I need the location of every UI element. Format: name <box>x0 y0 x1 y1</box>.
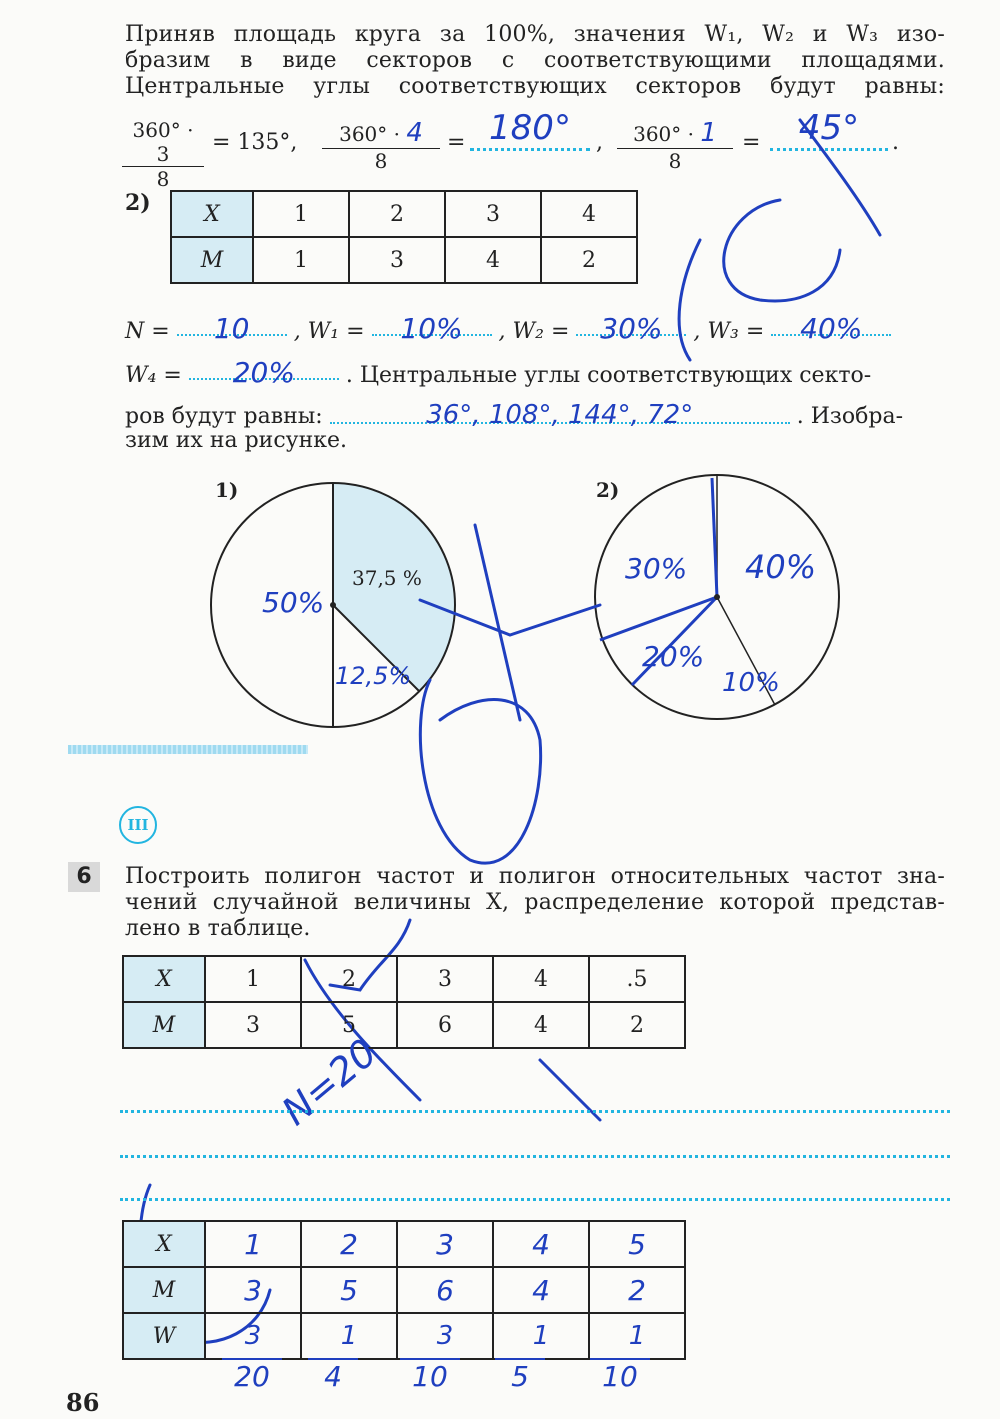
hw-cell: 5 <box>301 1267 397 1313</box>
task-line: чений случайной величины X, распределение которой представ- <box>125 890 945 915</box>
table-cell: 3 <box>397 956 493 1002</box>
hw-cell: 6 <box>397 1267 493 1313</box>
hw-cell: 4 <box>493 1267 589 1313</box>
pie-center <box>714 594 720 600</box>
table-header-cell: X <box>171 191 253 237</box>
equals-sign: = <box>742 130 761 155</box>
answers-text: зим их на рисунке. <box>125 428 348 453</box>
table-cell: 6 <box>397 1002 493 1048</box>
table-header-cell: W <box>123 1313 205 1359</box>
sub-item-label: 2) <box>125 190 151 216</box>
table-cell: 3 <box>349 237 445 283</box>
hw-denominator: 20 <box>222 1358 282 1393</box>
table-cell: 1 <box>205 956 301 1002</box>
hw-pie-2-label: 20% <box>642 640 705 673</box>
table-cell: 2 <box>349 191 445 237</box>
w1-label: , W₁ = <box>293 319 365 344</box>
hw-cell: 4 <box>493 1221 589 1267</box>
hw-cell: 3 <box>205 1313 301 1359</box>
table-6 <box>122 955 686 1049</box>
hw-pie-2-label: 10% <box>722 668 780 698</box>
pie-1-sector-label: 37,5 % <box>352 566 422 590</box>
w3-label: , W₃ = <box>693 319 765 344</box>
fraction-1-result: = 135°, <box>212 130 298 155</box>
hw-radius <box>600 597 717 640</box>
hw-cell: 1 <box>205 1221 301 1267</box>
table-row <box>123 956 685 1002</box>
fraction-2: $\frac{360^\circ \cdot 4}{8}$ <box>322 118 440 173</box>
hw-cell: 1 <box>589 1313 685 1359</box>
hw-denominator: 4 <box>308 1358 358 1393</box>
intro-line: Центральные углы соответствующих секторов будут равны: <box>125 74 945 99</box>
hw-cell: 3 <box>397 1221 493 1267</box>
handwritten-numerator: 1 <box>700 118 717 148</box>
handwritten-scribbles <box>140 120 880 1343</box>
pie-center <box>330 602 336 608</box>
hw-n-total: N=20 <box>273 1030 386 1134</box>
w2-label: , W₂ = <box>498 319 570 344</box>
hw-cell: 3 <box>397 1313 493 1359</box>
hw-cell: 2 <box>301 1221 397 1267</box>
answer-line <box>120 1155 950 1158</box>
fraction-1: $\frac{360^\circ \cdot 3}{8}$ <box>122 118 204 191</box>
table-row <box>123 1002 685 1048</box>
handwritten-n: 10 <box>213 312 250 345</box>
fraction-3: $\frac{360^\circ \cdot 1}{8}$ <box>617 118 733 173</box>
table-header-cell: M <box>171 237 253 283</box>
table-7 <box>122 1220 686 1360</box>
answers-text: . Изобра- <box>796 404 904 429</box>
table-cell: 2 <box>589 1002 685 1048</box>
answers-text: ров будут равны: <box>125 404 323 429</box>
section-divider <box>68 745 308 754</box>
task-6-text <box>125 864 945 942</box>
task-line: лено в таблице. <box>125 916 311 941</box>
hw-cell: 5 <box>589 1221 685 1267</box>
page-number: 86 <box>66 1388 100 1417</box>
hw-denominator: 5 <box>495 1358 545 1393</box>
hw-cell: 3 <box>205 1267 301 1313</box>
handwritten-angles: 36°, 108°, 144°, 72° <box>426 400 694 430</box>
handwritten-w4: 20% <box>232 356 295 389</box>
handwritten-angle: 180° <box>489 108 571 148</box>
table-header-cell: X <box>123 956 205 1002</box>
section-marker: III <box>119 806 157 844</box>
table-row <box>123 1221 685 1267</box>
pie-chart-1 <box>211 483 455 727</box>
handwritten-w2: 30% <box>600 312 663 345</box>
table-cell: 4 <box>541 191 637 237</box>
task-number: 6 <box>68 862 100 892</box>
handwritten-w1: 10% <box>400 312 463 345</box>
table-cell: 1 <box>253 191 349 237</box>
period: . <box>892 130 899 155</box>
handwritten-angle: 45° <box>798 108 860 148</box>
hw-cell: 1 <box>301 1313 397 1359</box>
n-label: N = <box>125 319 170 344</box>
table-header-cell: M <box>123 1267 205 1313</box>
hw-cell: 1 <box>493 1313 589 1359</box>
hw-pie-2-label: 40% <box>745 548 817 586</box>
table-cell: 5 <box>301 1002 397 1048</box>
table-cell: 3 <box>205 1002 301 1048</box>
table-cell: 2 <box>541 237 637 283</box>
hw-denominator: 10 <box>590 1358 650 1393</box>
table-row <box>123 1313 685 1359</box>
table-cell: 3 <box>445 191 541 237</box>
table-cell: 4 <box>493 956 589 1002</box>
table-cell: 2 <box>301 956 397 1002</box>
table-row <box>123 1267 685 1313</box>
answer-line <box>120 1110 950 1113</box>
table-cell: .5 <box>589 956 685 1002</box>
hw-cell: 2 <box>589 1267 685 1313</box>
table-header-cell: X <box>123 1221 205 1267</box>
pie-2-label: 2) <box>596 478 620 502</box>
table-header-cell: M <box>123 1002 205 1048</box>
table-cell: 4 <box>493 1002 589 1048</box>
comma: , <box>596 130 603 155</box>
intro-line: бразим в виде секторов с соответствующими площадями. <box>125 48 945 73</box>
answer-line <box>120 1198 950 1201</box>
table-cell: 4 <box>445 237 541 283</box>
answers-text: . Центральные углы соответствующих секто- <box>345 363 872 388</box>
task-line: Построить полигон частот и полигон относительных частот зна- <box>125 864 945 889</box>
hw-pie-2-label: 30% <box>625 552 688 585</box>
equals-sign: = <box>447 130 466 155</box>
handwritten-numerator: 4 <box>406 118 423 148</box>
handwritten-w3: 40% <box>800 312 863 345</box>
w4-label: W₄ = <box>125 363 182 388</box>
table-cell: 1 <box>253 237 349 283</box>
hw-pie-1-label: 50% <box>262 586 325 619</box>
hw-pie-1-label: 12,5% <box>335 662 412 690</box>
pie-chart-2 <box>595 475 839 719</box>
pie-1-label: 1) <box>215 478 239 502</box>
intro-line: Приняв площадь круга за 100%, значения W₁, W₂ и W₃ изо- <box>125 22 945 47</box>
hw-denominator: 10 <box>400 1358 460 1393</box>
